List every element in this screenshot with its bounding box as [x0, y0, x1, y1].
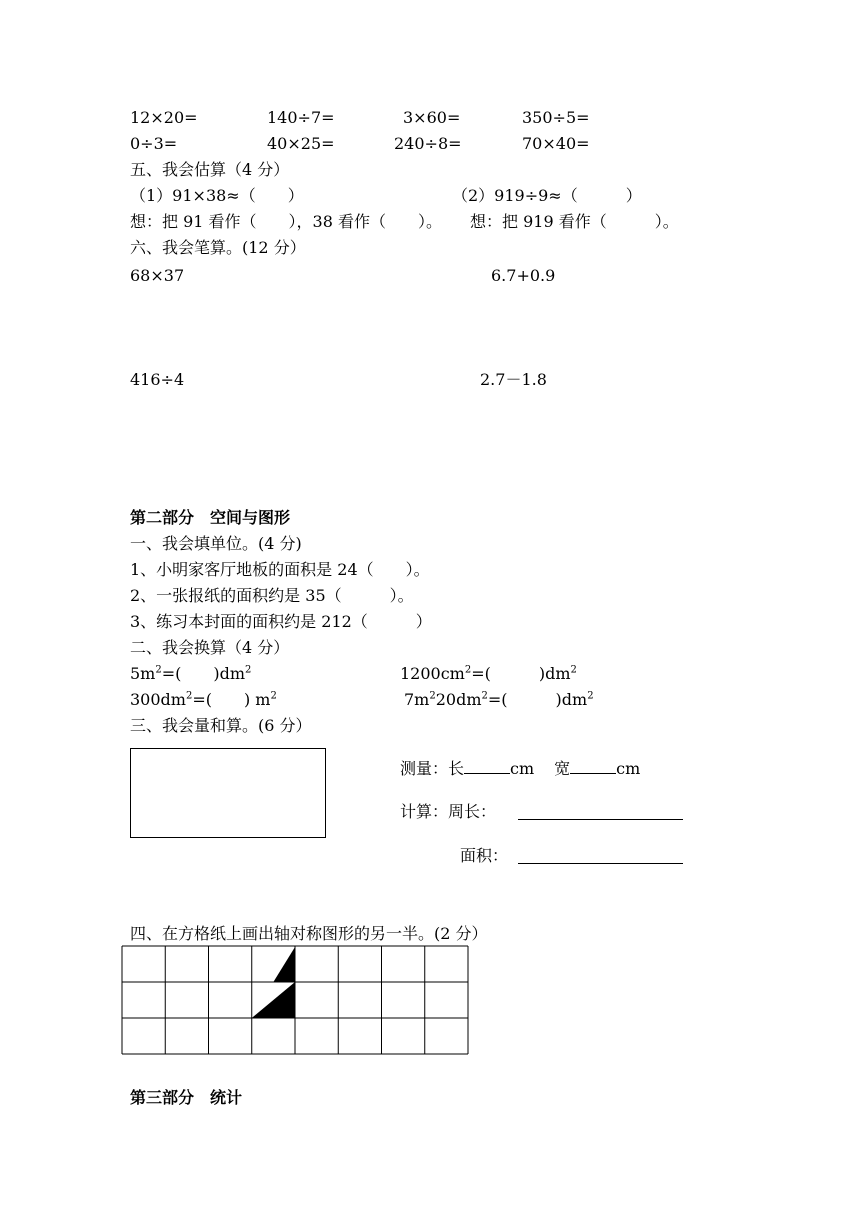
convert-c-pre: 300dm	[130, 690, 186, 709]
symmetry-heading: 四、在方格纸上画出轴对称图形的另一半。(2 分）	[130, 924, 488, 943]
measure-heading: 三、我会量和算。(6 分）	[130, 716, 312, 735]
half-figure-upper-triangle	[273, 947, 295, 982]
oral-r1-c1: 12×20=	[130, 108, 198, 127]
written-problem-1: 68×37	[130, 266, 185, 285]
perimeter-blank[interactable]	[518, 803, 683, 820]
written-problem-4: 2.7－1.8	[480, 370, 547, 389]
written-problem-3: 416÷4	[130, 370, 185, 389]
width-label: 宽	[554, 759, 571, 778]
estimate-hint2: 想：把 919 看作（ ）。	[470, 212, 679, 231]
estimate-q2: （2）919÷9≈（ ）	[452, 186, 642, 205]
convert-d-pre2: 20dm	[435, 690, 482, 709]
convert-d-sup2: 2	[481, 690, 488, 702]
oral-r1-c4: 350÷5=	[522, 108, 590, 127]
convert-d-pre1: 7m	[404, 690, 430, 709]
written-problem-2: 6.7+0.9	[491, 266, 556, 285]
units-q2: 2、一张报纸的面积约是 35（ ）。	[130, 586, 414, 605]
units-q3: 3、练习本封面的面积约是 212（ ）	[130, 612, 432, 631]
oral-r2-c4: 70×40=	[522, 134, 590, 153]
estimate-q1: （1）91×38≈（ ）	[130, 186, 304, 205]
estimate-heading: 五、我会估算（4 分）	[130, 160, 290, 179]
area-label: 面积：	[460, 846, 509, 865]
convert-b-sup1: 2	[464, 664, 472, 676]
written-heading: 六、我会笔算。(12 分）	[130, 238, 306, 257]
part3-title: 第三部分 统计	[130, 1088, 243, 1107]
perimeter-label: 计算：周长：	[400, 802, 497, 821]
convert-c	[130, 690, 277, 710]
convert-a-sup1: 2	[155, 664, 162, 676]
oral-r2-c1: 0÷3=	[130, 134, 178, 153]
area-blank[interactable]	[518, 847, 683, 864]
convert-a	[130, 664, 251, 684]
units-q1: 1、小明家客厅地板的面积是 24（ ）。	[130, 560, 430, 579]
symmetry-grid	[121, 945, 471, 1055]
convert-a-mid: =( )dm	[161, 664, 246, 683]
convert-d	[404, 690, 594, 710]
width-unit: cm	[616, 759, 641, 778]
convert-b-sup2: 2	[570, 664, 577, 676]
half-figure-lower-triangle	[252, 982, 295, 1018]
convert-a-sup2: 2	[245, 664, 252, 676]
units-heading: 一、我会填单位。(4 分)	[130, 534, 302, 553]
part2-title: 第二部分 空间与图形	[130, 508, 291, 527]
measure-rectangle	[130, 748, 326, 838]
convert-b	[400, 664, 577, 684]
oral-r1-c2: 140÷7=	[267, 108, 335, 127]
convert-b-mid: =( )dm	[471, 664, 571, 683]
measure-line	[400, 757, 640, 779]
length-unit: cm	[510, 759, 535, 778]
length-blank[interactable]	[464, 757, 510, 774]
oral-r1-c3: 3×60=	[403, 108, 461, 127]
oral-r2-c2: 40×25=	[267, 134, 335, 153]
convert-d-sup1: 2	[429, 690, 436, 702]
convert-a-pre: 5m	[130, 664, 156, 683]
convert-c-sup1: 2	[185, 690, 193, 702]
convert-d-mid: =( )dm	[487, 690, 588, 709]
convert-d-sup3: 2	[587, 690, 594, 702]
measure-label: 测量：长	[400, 759, 465, 778]
width-blank[interactable]	[570, 757, 616, 774]
oral-r2-c3: 240÷8=	[394, 134, 462, 153]
convert-c-mid: =( ) m	[192, 690, 271, 709]
estimate-hint1: 想：把 91 看作（ ），38 看作（ ）。	[130, 212, 442, 231]
convert-heading: 二、我会换算（4 分）	[130, 638, 290, 657]
convert-b-pre: 1200cm	[400, 664, 465, 683]
convert-c-sup2: 2	[270, 690, 277, 702]
